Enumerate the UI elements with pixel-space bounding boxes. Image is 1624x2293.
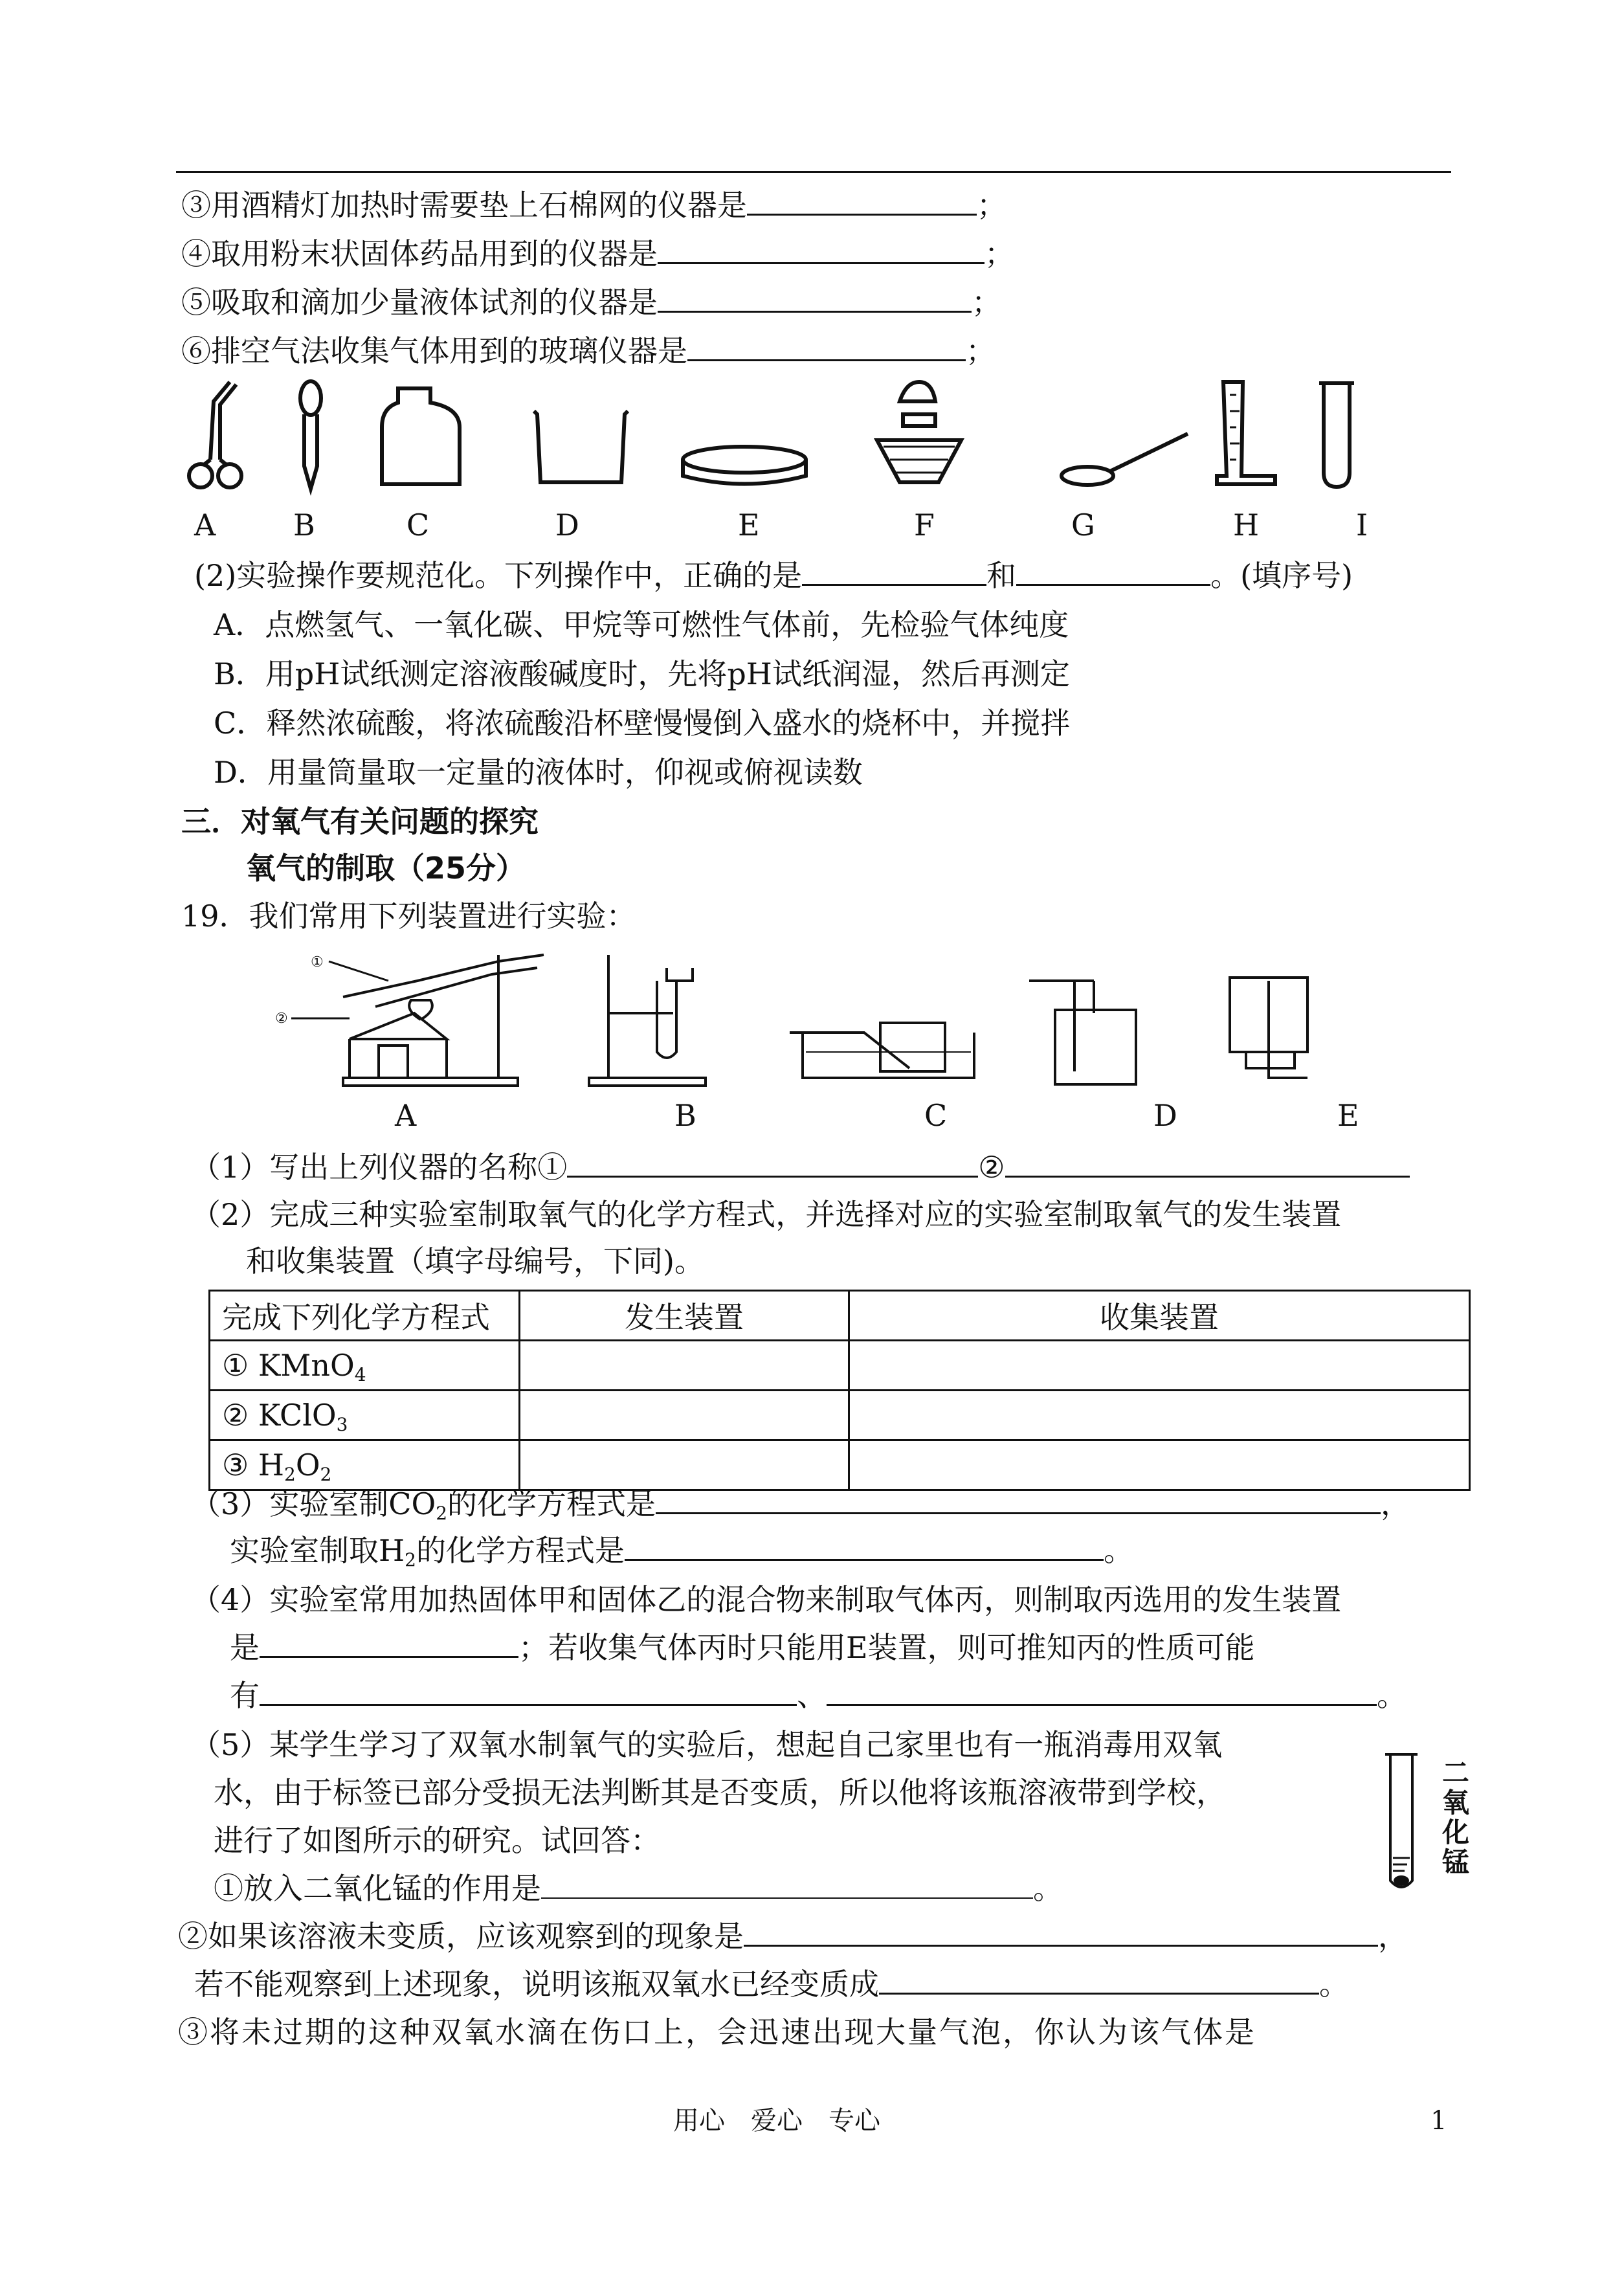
page-number: 1 [1430,2106,1447,2136]
instrument-label-c: C [406,508,430,542]
table-cell[interactable] [849,1341,1470,1391]
test-tube-icon [1319,383,1354,487]
part5-q1: ①放入二氧化锰的作用是 。 [214,1871,1063,1906]
part5-q3: ③将未过期的这种双氧水滴在伤口上，会迅速出现大量气泡，你认为该气体是 [178,2015,1256,2050]
option-a: A．点燃氢气、一氧化碳、甲烷等可燃性气体前，先检验气体纯度 [214,607,1069,642]
table-cell[interactable]: ① KMnO$_4$ [210,1341,520,1391]
table-header: 收集装置 [849,1291,1470,1341]
instruments-figure [175,375,1392,498]
answer-blank[interactable] [827,1703,1377,1706]
answer-blank[interactable] [1016,583,1210,586]
collection-bottle-down-icon [1230,978,1307,1078]
answer-blank[interactable] [567,1175,978,1178]
apparatus-label-c: C [924,1098,948,1133]
part4-line2: 是 ；若收集气体丙时只能用E装置，则可推知丙的性质可能 [230,1630,1255,1665]
answer-blank[interactable] [625,1558,1104,1561]
part5-q2: ②如果该溶液未变质，应该观察到的现象是 ， [178,1919,1408,1954]
instrument-label-b: B [293,508,315,542]
option-c: C．释然浓硫酸，将浓硫酸沿杯壁慢慢倒入盛水的烧杯中，并搅拌 [214,706,1071,741]
part2-stem: (2)实验操作要规范化。下列操作中，正确的是 和 。(填序号) [194,558,1353,593]
header-rule [176,171,1451,173]
table-row [210,1341,1470,1391]
option-b: B．用pH试纸测定溶液酸碱度时，先将pH试纸润湿，然后再测定 [214,656,1070,691]
table-header-row [210,1291,1470,1341]
marker-2: ② [275,1011,288,1027]
answer-blank[interactable] [747,213,977,216]
answer-blank[interactable] [879,1992,1319,1995]
apparatus-label-b: B [674,1098,696,1133]
table-cell[interactable] [520,1341,849,1391]
heating-apparatus-icon [343,955,544,1086]
equation-table [208,1290,1471,1491]
test-tube-stand-icon [589,955,706,1086]
part5-line2: 水，由于标签已部分受损无法判断其是否变质，所以他将该瓶溶液带到学校， [214,1775,1226,1810]
crucible-tongs-icon [189,382,241,487]
answer-blank[interactable] [687,359,966,361]
table-header: 发生装置 [520,1291,849,1341]
instrument-label-f: F [914,508,935,542]
table-cell[interactable]: ② KClO$_3$ [210,1391,520,1440]
answer-blank[interactable] [658,310,972,313]
table-cell[interactable] [520,1440,849,1490]
question-6: ⑥排空气法收集气体用到的玻璃仪器是 ； [181,333,996,368]
part2-line1: （2）完成三种实验室制取氧气的化学方程式，并选择对应的实验室制取氧气的发生装置 [191,1197,1342,1232]
apparatus-figure [259,942,1489,1091]
apparatus-label-d: D [1153,1098,1177,1133]
water-trough-icon [790,1023,974,1078]
instrument-label-e: E [738,508,760,542]
answer-blank[interactable] [541,1897,1033,1899]
section-subtitle: 氧气的制取（25分） [246,851,526,886]
instrument-label-a: A [194,508,216,542]
spatula-icon [1062,434,1188,485]
graduated-cylinder-icon [1217,382,1275,484]
part4-line3: 有 、 。 [230,1678,1407,1713]
answer-blank[interactable] [260,1703,797,1706]
table-cell[interactable] [849,1391,1470,1440]
section-title: 三．对氧气有关问题的探究 [181,804,539,839]
part1-line: （1）写出上列仪器的名称① ② [191,1152,1410,1182]
test-tube-figure [1379,1748,1430,1903]
instrument-label-d: D [555,508,579,542]
question-5: ⑤吸取和滴加少量液体试剂的仪器是 ； [181,285,1001,320]
marker-1: ① [311,954,324,970]
question-3: ③用酒精灯加热时需要垫上石棉网的仪器是 ； [181,188,1007,223]
part3-line2: 实验室制取$H_2$的化学方程式是 。 [230,1533,1133,1571]
petri-dish-icon [683,447,806,484]
alcohol-lamp-icon [877,382,961,482]
table-header: 完成下列化学方程式 [210,1291,520,1341]
part5-q2b: 若不能观察到上述现象，说明该瓶双氧水已经变质成 。 [194,1967,1349,2002]
part5-line3: 进行了如图所示的研究。试回答： [214,1823,660,1858]
answer-blank[interactable] [658,262,984,264]
part2-line2: 和收集装置（填字母编号，下同)。 [246,1244,704,1279]
apparatus-label-e: E [1337,1098,1359,1133]
table-cell[interactable] [849,1440,1470,1490]
table-row [210,1391,1470,1440]
question-4: ④取用粉末状固体药品用到的仪器是 ； [181,236,1014,271]
footer-motto: 用心 爱心 专心 [673,2106,880,2136]
answer-blank[interactable] [744,1944,1378,1947]
table-cell[interactable] [520,1391,849,1440]
beaker-icon [534,411,628,482]
instrument-label-g: G [1071,508,1095,542]
q19-stem: 19．我们常用下列装置进行实验： [181,899,636,934]
part5-line1: （5）某学生学习了双氧水制氧气的实验后，想起自己家里也有一瓶消毒用双氧 [191,1727,1223,1762]
apparatus-label-a: A [395,1098,417,1133]
part4-line1: （4）实验室常用加热固体甲和固体乙的混合物来制取气体丙，则制取丙选用的发生装置 [191,1582,1342,1617]
dropper-icon [300,381,321,489]
instrument-label-i: I [1356,508,1368,542]
manganese-dioxide-label: 二 氧 化 锰 [1442,1757,1470,1878]
instrument-label-h: H [1233,508,1260,542]
option-d: D．用量筒量取一定量的液体时，仰视或俯视读数 [214,755,863,790]
table-row [210,1440,1470,1490]
answer-blank[interactable] [656,1512,1381,1514]
collection-bottle-up-icon [1029,981,1136,1084]
wide-mouth-bottle-icon [382,388,460,484]
part3-line1: （3）实验室制$CO_2$的化学方程式是 ， [191,1486,1411,1524]
answer-blank[interactable] [1005,1175,1410,1178]
answer-blank[interactable] [260,1655,518,1658]
table-cell[interactable]: ③ $H_2O_2$ [210,1440,520,1490]
answer-blank[interactable] [802,583,986,586]
